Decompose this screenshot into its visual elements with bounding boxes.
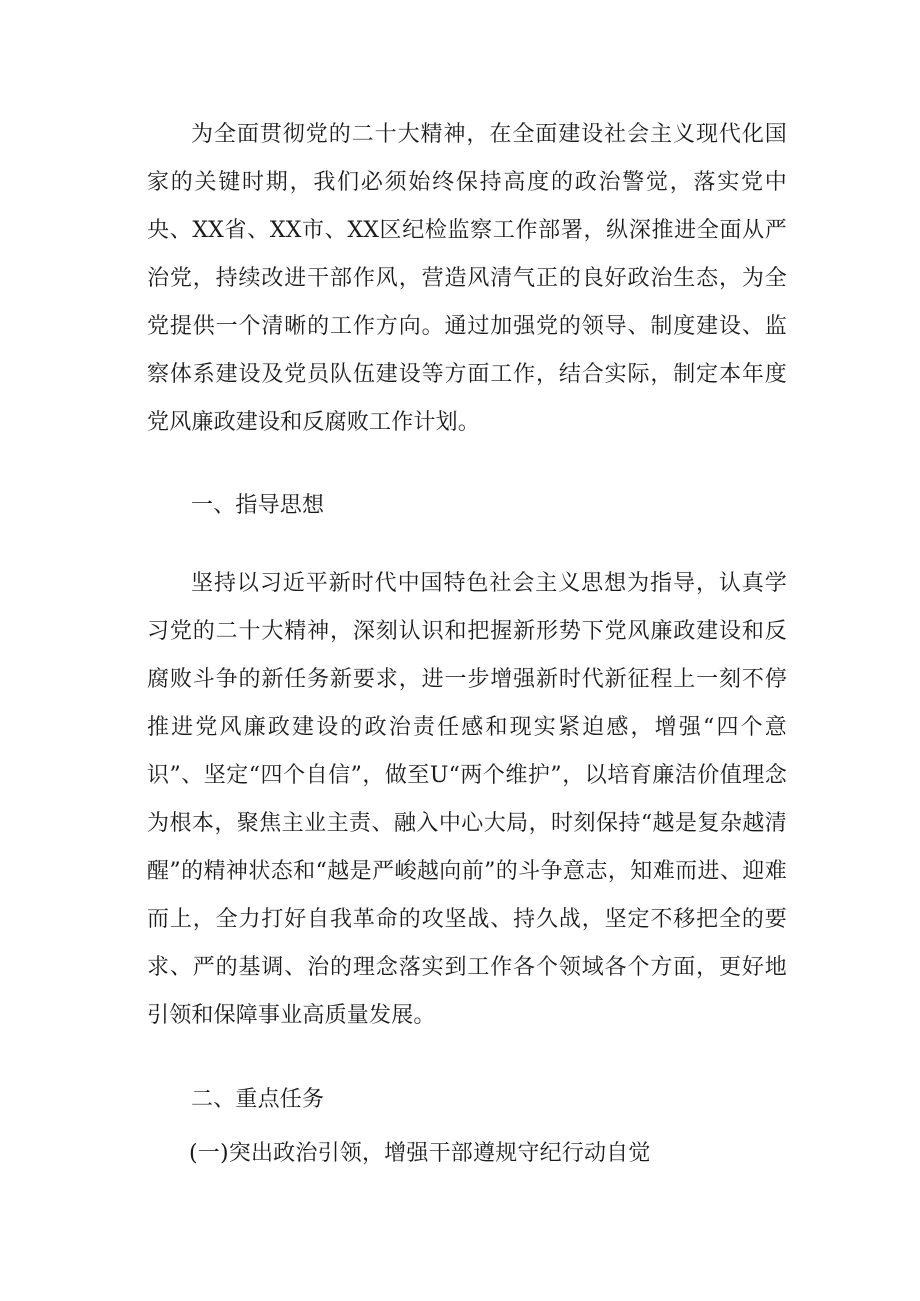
section-heading-key-tasks: 二、重点任务 [191, 1087, 325, 1112]
section-heading-guiding-ideology: 一、指导思想 [191, 493, 325, 518]
guiding-ideology-paragraph: 坚持以习近平新时代中国特色社会主义思想为指导，认真学习党的二十大精神，深刻认识和把握新形势下党风廉政建设和反腐败斗争的新任务新要求，进一步增强新时代新征程上一刻不停推进党风廉政建设的政治责任感和现实紧迫感，增强“四个意识”、坚定“四个自信”，做至U“两个维护”，以培育廉洁价值理念为根本，聚焦主业主责、融入中心大局，时刻保持“越是复杂越清醒”的精神状态和“越是严峻越向前”的斗争意志，知难而进、迎难而上，全力打好自我革命的攻坚战、持久战，坚定不移把全的要求、严的基调、治的理念落实到工作各个领域各个方面，更好地引领和保障事业高质量发展。 [147, 571, 787, 1028]
document-body [147, 111, 787, 1178]
intro-paragraph: 为全面贯彻党的二十大精神，在全面建设社会主义现代化国家的关键时期，我们必须始终保持高度的政治警觉，落实党中央、XX省、XX市、XX区纪检监察工作部署，纵深推进全面从严治党，持续改进干部作风，营造风清气正的良好政治生态，为全党提供一个清晰的工作方向。通过加强党的领导、制度建设、监察体系建设及党员队伍建设等方面工作，结合实际，制定本年度党风廉政建设和反腐败工作计划。 [147, 122, 787, 435]
spacer [147, 530, 787, 560]
spacer [147, 447, 787, 482]
spacer [147, 1040, 787, 1076]
subsection-heading-political-guidance: (一)突出政治引领，增强干部遵规守纪行动自觉 [189, 1141, 651, 1166]
